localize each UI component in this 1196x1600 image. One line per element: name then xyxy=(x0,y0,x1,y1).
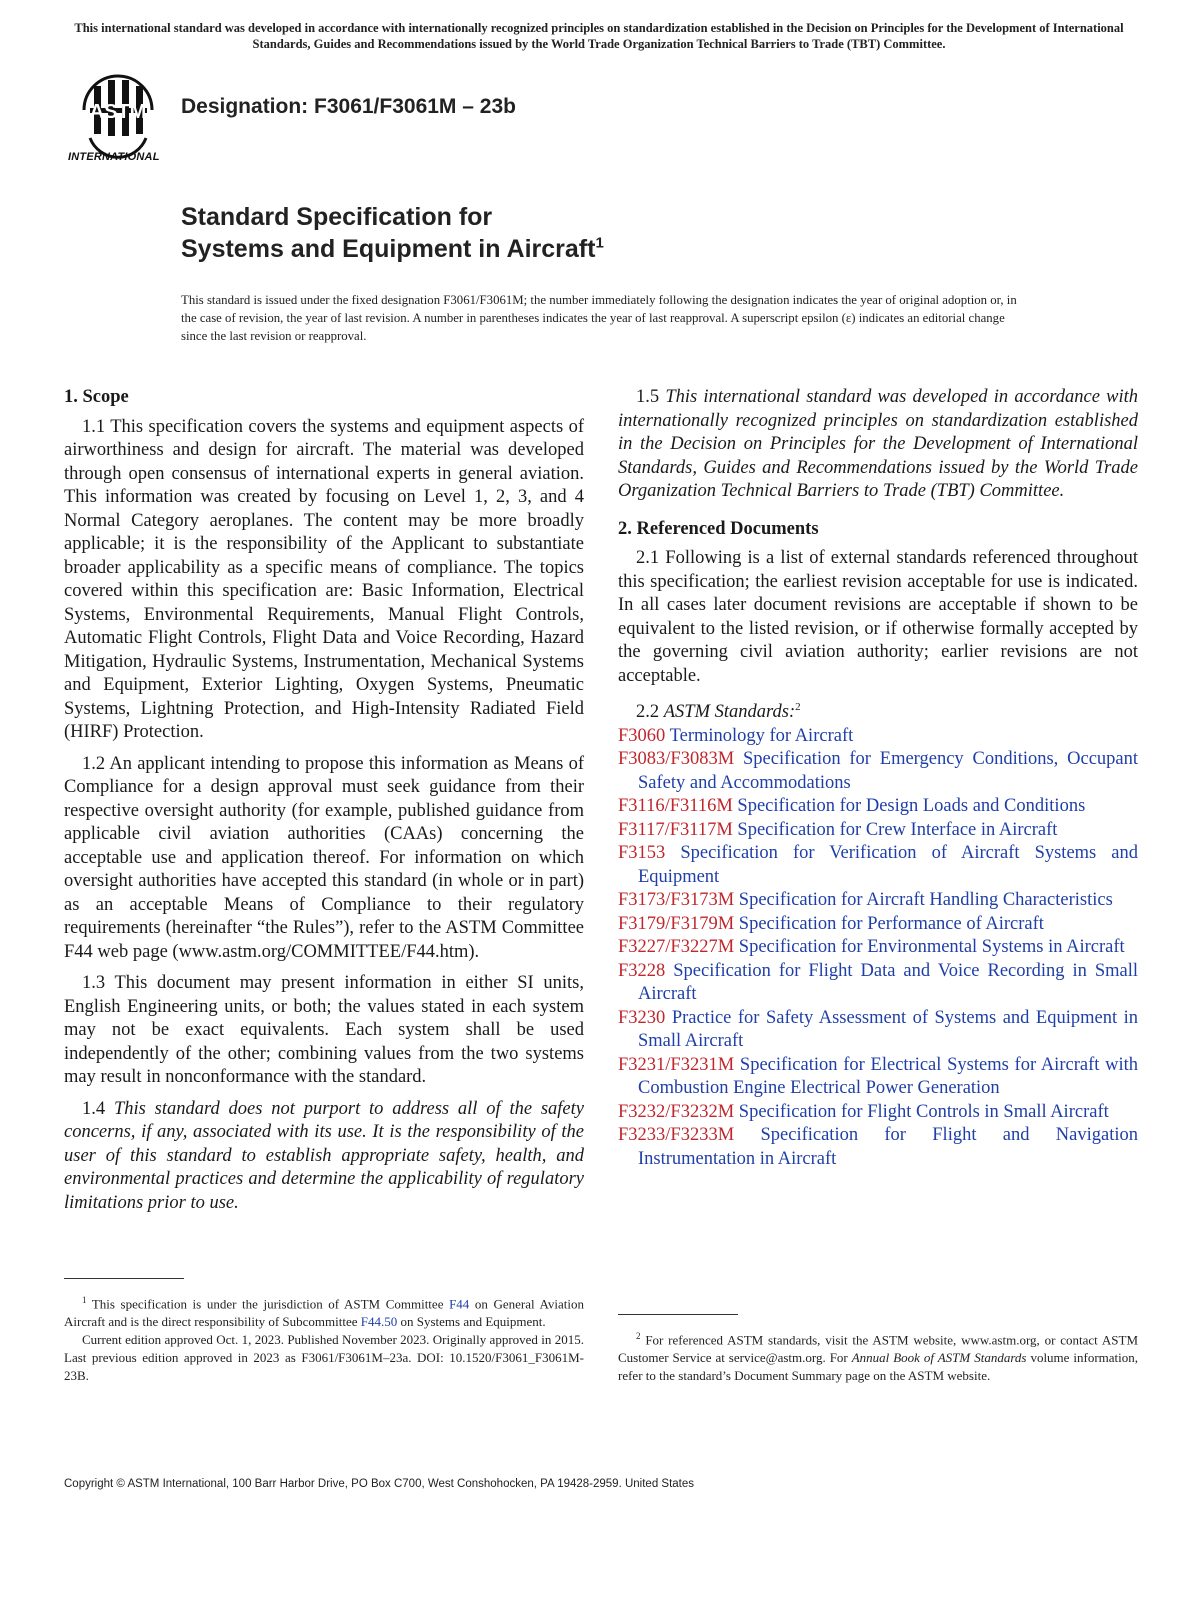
reference-code-link[interactable]: F3153 xyxy=(618,843,666,864)
reference-item xyxy=(618,960,1138,1007)
reference-title-link[interactable]: Specification for Electrical Systems for Aircraft with Combustion Engine Electrical Power Generation xyxy=(638,1054,1138,1099)
reference-code-link[interactable]: F3117/F3117M xyxy=(618,819,733,840)
reference-title-link[interactable]: Specification for Design Loads and Conditions xyxy=(737,796,1086,817)
reference-title-link[interactable]: Specification for Performance of Aircraft xyxy=(738,913,1044,934)
reference-code-link[interactable]: F3233/F3233M xyxy=(618,1125,735,1146)
reference-title-link[interactable]: Specification for Verification of Aircraft Systems and Equipment xyxy=(638,843,1138,887)
title-footnote-mark: 1 xyxy=(595,234,604,252)
link-f44[interactable]: F44 xyxy=(449,1296,470,1312)
reference-code-link[interactable]: F3083/F3083M xyxy=(618,749,735,770)
reference-item xyxy=(618,936,1138,960)
reference-list xyxy=(618,725,1138,1172)
page-title xyxy=(181,201,604,265)
right-column xyxy=(618,386,1138,1171)
reference-item xyxy=(618,795,1138,819)
reference-item xyxy=(618,842,1138,889)
reference-code-link[interactable]: F3227/F3227M xyxy=(618,937,735,958)
title-line-1: Standard Specification for xyxy=(181,203,493,231)
issued-note: This standard is issued under the fixed designation F3061/F3061M; the number immediately following the designation indicates the year of original adoption or, in the case of revision, the year of last revision. A number in parentheses indicates the year of last reapproval. A superscript epsilon (ε) indicates an editorial change since the last revision or reapproval. xyxy=(181,293,1017,343)
reference-item xyxy=(618,819,1138,843)
svg-text:ASTM: ASTM xyxy=(89,101,147,123)
paragraph-1-2: 1.2 An applicant intending to propose this information as Means of Compliance for a design approval must seek guidance from their respective oversight authority (for example, published guidance from applicable civil aviation authorities (CAAs) concerning the acceptable use and application thereof. For information on which oversight authorities have accepted this standard (in whole or in part) as an acceptable Means of Compliance to their regulatory requirements (hereinafter “the Rules”), refer to the ASTM Committee F44 web page (www.astm.org/COMMITTEE/F44.htm). xyxy=(64,753,584,962)
section-heading-scope: 1. Scope xyxy=(64,387,129,407)
reference-item xyxy=(618,889,1138,913)
footnote-1: $^1$ This specification is under the jurisdiction of ASTM Committee F44 on General Aviation Aircraft and is the direct responsibility of Subcommittee F44.50 on Systems and Equipment. Current edition approved Oct. 1, 2023. Published November 2023. Originally approved in 2015. Last previous edition approved in 2023 as F3061/F3061M–23a. DOI: 10.1520/F3061_F3061M-23B. xyxy=(64,1295,585,1384)
paragraph-1-4: 1.4 This standard does not purport to address all of the safety concerns, if any, associated with its use. It is the responsibility of the user of this standard to establish appropriate safety, health, and environmental practices and determine the applicability of regulatory limitations prior to use. xyxy=(64,1098,584,1213)
reference-code-link[interactable]: F3173/F3173M xyxy=(618,890,735,911)
reference-title-link[interactable]: Specification for Aircraft Handling Characteristics xyxy=(738,890,1113,911)
reference-code-link[interactable]: F3179/F3179M xyxy=(618,913,735,934)
reference-code-link[interactable]: F3116/F3116M xyxy=(618,796,733,817)
paragraph-1-3: 1.3 This document may present information in either SI units, English Engineering units, or both; the values stated in each system may not be exact equivalents. Each system shall be used independently of the other; combining values from the two systems may result in nonconformance with the standard. xyxy=(64,973,584,1087)
astm-logo-icon xyxy=(64,68,172,164)
reference-title-link[interactable]: Specification for Environmental Systems in Aircraft xyxy=(738,937,1125,958)
reference-item xyxy=(618,1054,1138,1101)
left-column xyxy=(64,386,584,1223)
title-line-2: Systems and Equipment in Aircraft$^1$ xyxy=(181,234,604,263)
reference-item xyxy=(618,913,1138,937)
top-notice: This international standard was developed in accordance with internationally recognized principles on standardization established in the Decision on Principles for the Development of International Standards, Guides and Recommendations issued by the World Trade Organization Technical Barriers to Trade (TBT) Committee. xyxy=(74,21,1124,51)
paragraph-1-5: 1.5 This international standard was developed in accordance with internationally recognized principles on standardization established in the Decision on Principles for the Development of International Standards, Guides and Recommendations issued by the World Trade Organization Technical Barriers to Trade (TBT) Committee. xyxy=(618,387,1139,501)
footnote-rule-right xyxy=(618,1314,738,1315)
reference-title-link[interactable]: Practice for Safety Assessment of Systems and Equipment in Small Aircraft xyxy=(638,1007,1139,1052)
reference-title-link[interactable]: Terminology for Aircraft xyxy=(669,725,854,746)
reference-code-link[interactable]: F3232/F3232M xyxy=(618,1101,735,1122)
reference-title-link[interactable]: Specification for Flight and Navigation Instrumentation in Aircraft xyxy=(638,1125,1139,1169)
paragraph-2-2: 2.2 ASTM Standards:$^2$ xyxy=(636,701,801,723)
reference-code-link[interactable]: F3230 xyxy=(618,1007,666,1028)
reference-item xyxy=(618,725,1138,749)
reference-code-link[interactable]: F3060 xyxy=(618,725,666,746)
reference-title-link[interactable]: Specification for Emergency Conditions, Occupant Safety and Accommodations xyxy=(638,749,1139,793)
paragraph-1-1: 1.1 This specification covers the systems and equipment aspects of airworthiness and design for aircraft. The material was developed through open consensus of international experts in general aviation. This information was created by focusing on Level 1, 2, 3, and 4 Normal Category aeroplanes. The content may be more broadly applicable; it is the responsibility of the Applicant to substantiate broader applicability as a specific means of compliance. The topics covered within this specification are: Basic Information, Electrical Systems, Environmental Requirements, Manual Flight Controls, Automatic Flight Controls, Flight Data and Voice Recording, Hazard Mitigation, Hydraulic Systems, Instrumentation, Mechanical Systems and Equipment, Exterior Lighting, Oxygen Systems, Pneumatic Systems, Lightning Protection, and High-Intensity Radiated Field (HIRF) Protection. xyxy=(64,416,584,742)
reference-item xyxy=(618,748,1138,795)
reference-title-link[interactable]: Specification for Crew Interface in Aircraft xyxy=(737,819,1058,840)
section-heading-referenced-documents: 2. Referenced Documents xyxy=(618,518,819,539)
link-f44-50[interactable]: F44.50 xyxy=(360,1314,398,1330)
reference-title-link[interactable]: Specification for Flight Controls in Small Aircraft xyxy=(738,1101,1109,1122)
footnote-2: $^2$ For referenced ASTM standards, visit the ASTM website, www.astm.org, or contact ASTM Customer Service at service@astm.org. For Annual Book of ASTM Standards volume information, refer to the standard’s Document Summary page on the ASTM website. xyxy=(618,1331,1139,1384)
reference-item xyxy=(618,1101,1138,1125)
reference-code-link[interactable]: F3228 xyxy=(618,960,666,981)
designation: Designation: F3061/F3061M – 23b xyxy=(181,95,516,118)
reference-code-link[interactable]: F3231/F3231M xyxy=(618,1054,735,1075)
paragraph-2-1: 2.1 Following is a list of external standards referenced throughout this specification; the earliest revision acceptable for use is indicated. In all cases later document revisions are acceptable if shown to be equivalent to the listed revision, or if otherwise formally accepted by the governing civil aviation authority; earlier revisions are not acceptable. xyxy=(618,548,1138,686)
reference-item xyxy=(618,1124,1138,1171)
reference-title-link[interactable]: Specification for Flight Data and Voice Recording in Small Aircraft xyxy=(638,960,1139,1005)
logo-caption: INTERNATIONAL xyxy=(68,151,160,163)
reference-item xyxy=(618,1007,1138,1054)
copyright: Copyright © ASTM International, 100 Barr Harbor Drive, PO Box C700, West Conshohocken, PA 19428-2959. United States xyxy=(64,1478,695,1490)
footnote-rule-left xyxy=(64,1278,184,1279)
